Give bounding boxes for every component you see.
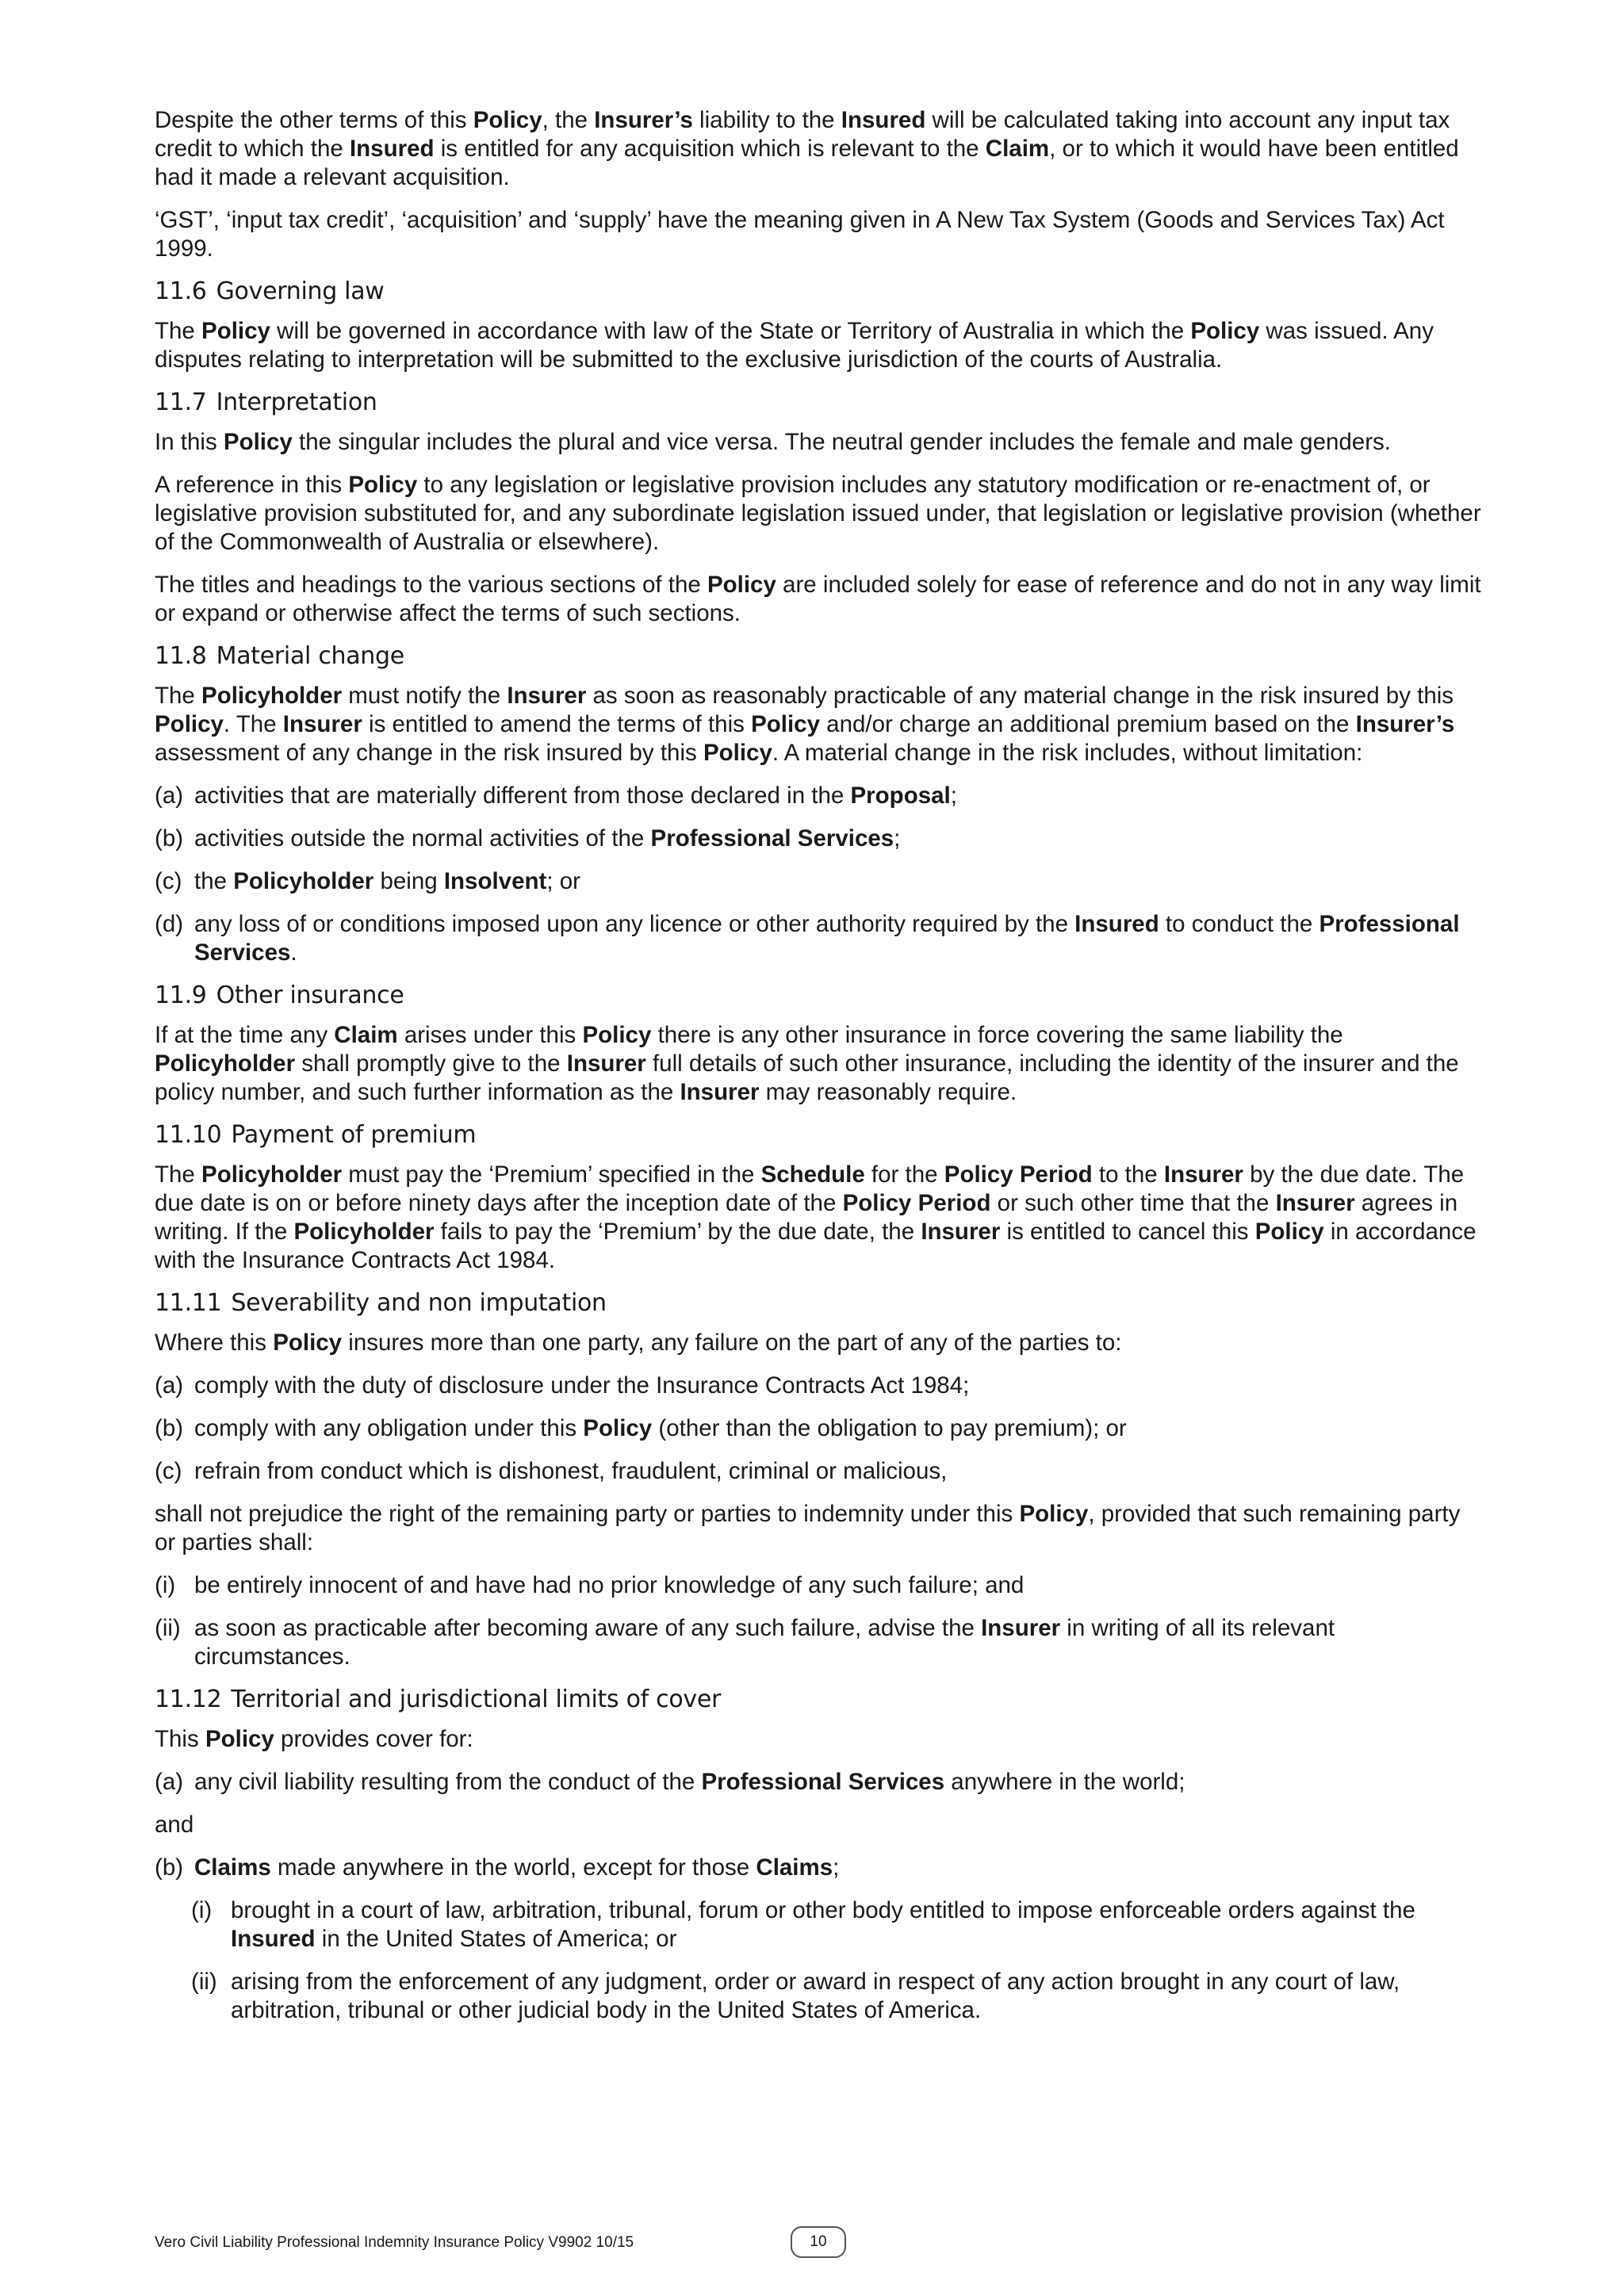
text-run: as soon as practicable after becoming aware of any such failure, advise the bbox=[194, 1615, 982, 1641]
section-heading-11-10 bbox=[155, 1121, 1487, 1150]
section-heading-11-11 bbox=[155, 1289, 1487, 1318]
list-label: (d) bbox=[155, 911, 184, 937]
section-heading-11-7 bbox=[155, 388, 1487, 417]
text-run: If at the time any bbox=[155, 1022, 335, 1048]
list-text bbox=[194, 1615, 1335, 1670]
list-item bbox=[155, 867, 1487, 896]
defined-term: Insured bbox=[231, 1926, 316, 1952]
text-run: for the bbox=[864, 1161, 944, 1188]
text-run: In this bbox=[155, 429, 224, 455]
text-run: . bbox=[290, 939, 297, 966]
defined-term: Policy bbox=[273, 1330, 343, 1356]
text-run: ; or bbox=[546, 868, 580, 894]
defined-term: Insurer bbox=[282, 711, 362, 737]
defined-term: Policy bbox=[205, 1726, 274, 1752]
text-run: activities outside the normal activities of the bbox=[194, 825, 651, 851]
list-label: (c) bbox=[155, 1458, 182, 1484]
paragraph bbox=[155, 1725, 1487, 1754]
paragraph-and: and bbox=[155, 1812, 194, 1838]
list-label: (i) bbox=[191, 1897, 213, 1923]
defined-term: Proposal bbox=[850, 783, 951, 809]
list-item bbox=[155, 1372, 1487, 1400]
list-text bbox=[194, 1372, 969, 1399]
defined-term: Insured bbox=[349, 136, 435, 162]
text-run: made anywhere in the world, except for those bbox=[270, 1854, 756, 1881]
defined-term: Policy bbox=[155, 711, 224, 737]
text-run: The bbox=[155, 1161, 202, 1188]
list-label: (i) bbox=[155, 1572, 176, 1598]
list-text bbox=[194, 825, 900, 851]
list-label: (a) bbox=[155, 783, 184, 809]
text-run: shall not prejudice the right of the remaining party or parties to indemnity under this bbox=[155, 1501, 1020, 1527]
section-number: 11.7 bbox=[155, 388, 207, 416]
section-title: Severability and non imputation bbox=[231, 1289, 607, 1317]
section-heading-11-6 bbox=[155, 277, 1487, 306]
text-run: as soon as reasonably practicable of any material change in the risk insured by this bbox=[586, 683, 1454, 709]
section-title: Material change bbox=[216, 642, 404, 670]
list-item bbox=[155, 1768, 1487, 1797]
defined-term: Insurer bbox=[981, 1615, 1061, 1641]
list-item bbox=[155, 1414, 1487, 1443]
paragraph bbox=[155, 428, 1487, 457]
list-label: (b) bbox=[155, 1854, 184, 1881]
text-run: refrain from conduct which is dishonest, fraudulent, criminal or malicious, bbox=[194, 1458, 948, 1484]
list-label: (a) bbox=[155, 1372, 184, 1399]
list-text bbox=[194, 1458, 947, 1484]
list-text bbox=[194, 1572, 1024, 1598]
text-run: to the bbox=[1092, 1161, 1164, 1188]
text-run: activities that are materially different from those declared in the bbox=[194, 783, 851, 809]
defined-term: Schedule bbox=[760, 1161, 865, 1188]
text-run: in writing of all its relevant circumstances. bbox=[194, 1615, 1335, 1670]
defined-term: Policyholder bbox=[201, 1161, 343, 1188]
defined-term: Policy bbox=[348, 472, 418, 498]
list-label: (a) bbox=[155, 1769, 184, 1795]
text-run: comply with any obligation under this bbox=[194, 1415, 584, 1441]
defined-term: Insurer bbox=[566, 1050, 646, 1077]
text-run: Where this bbox=[155, 1330, 274, 1356]
list-item bbox=[155, 1457, 1487, 1486]
text-run: comply with the duty of disclosure under the Insurance Contracts Act 1984; bbox=[194, 1372, 970, 1399]
paragraph bbox=[155, 571, 1487, 628]
text-run: must notify the bbox=[342, 683, 508, 709]
text-run: are included solely for ease of reference and do not in any way limit or expand or otherwise affect the terms of such sections. bbox=[155, 572, 1481, 626]
list-item bbox=[155, 825, 1487, 853]
text-run: The bbox=[155, 318, 202, 344]
text-run: any loss of or conditions imposed upon any licence or other authority required by the bbox=[194, 911, 1075, 937]
text-run: shall promptly give to the bbox=[295, 1050, 567, 1077]
defined-term: Insolvent bbox=[443, 868, 547, 894]
section-number: 11.12 bbox=[155, 1686, 222, 1713]
text-run: Despite the other terms of this bbox=[155, 107, 473, 133]
defined-term: Policy bbox=[707, 572, 776, 598]
text-run: in accordance with the Insurance Contracts Act 1984. bbox=[155, 1219, 1477, 1273]
defined-term: Insurer’s bbox=[1355, 711, 1455, 737]
text-run: This bbox=[155, 1726, 205, 1752]
section-heading-11-9 bbox=[155, 982, 1487, 1010]
sub-list-item bbox=[191, 1896, 1487, 1954]
text-run: to conduct the bbox=[1159, 911, 1320, 937]
text-run: The titles and headings to the various sections of the bbox=[155, 572, 707, 598]
page-number: 10 bbox=[791, 2226, 846, 2258]
text-run: the bbox=[194, 868, 234, 894]
text-run: arising from the enforcement of any judgment, order or award in respect of any action brought in any court of law, arbitration, tribunal or other judicial body in the United States of America. bbox=[231, 1969, 1400, 2023]
list-item bbox=[155, 1614, 1487, 1671]
text-run: and/or charge an additional premium based on the bbox=[819, 711, 1356, 737]
page-footer bbox=[155, 2226, 1487, 2258]
list-item bbox=[155, 1571, 1487, 1600]
text-run: anywhere in the world; bbox=[944, 1769, 1185, 1795]
text-run: ; bbox=[833, 1854, 840, 1881]
text-run: any civil liability resulting from the conduct of the bbox=[194, 1769, 702, 1795]
section-heading-11-8 bbox=[155, 642, 1487, 671]
text-run: assessment of any change in the risk insured by this bbox=[155, 740, 703, 766]
defined-term: Professional Services bbox=[701, 1769, 945, 1795]
list-item bbox=[155, 910, 1487, 967]
list-label: (ii) bbox=[191, 1969, 217, 1995]
text-run: be entirely innocent of and have had no prior knowledge of any such failure; and bbox=[194, 1572, 1025, 1598]
section-title: Governing law bbox=[216, 277, 385, 305]
text-run: ; bbox=[894, 825, 901, 851]
defined-term: Insurer bbox=[921, 1219, 1001, 1245]
defined-term: Insurer bbox=[1163, 1161, 1243, 1188]
text-run: was issued. Any disputes relating to interpretation will be submitted to the exclusive jurisdiction of the courts of Australia. bbox=[155, 318, 1434, 373]
text-run: , provided that such remaining party or parties shall: bbox=[155, 1501, 1461, 1556]
defined-term: Insurer bbox=[680, 1079, 760, 1105]
defined-term: Policy bbox=[1254, 1219, 1324, 1245]
defined-term: Policyholder bbox=[233, 868, 374, 894]
footer-text: Vero Civil Liability Professional Indemnity Insurance Policy V9902 10/15 bbox=[155, 2234, 634, 2251]
paragraph bbox=[155, 317, 1487, 374]
defined-term: Claims bbox=[756, 1854, 833, 1881]
list-item bbox=[155, 1854, 1487, 1882]
paragraph bbox=[155, 1161, 1487, 1275]
paragraph bbox=[155, 106, 1487, 192]
list-label: (b) bbox=[155, 825, 184, 851]
section-number: 11.9 bbox=[155, 982, 207, 1009]
section-number: 11.8 bbox=[155, 642, 207, 670]
defined-term: Insurer bbox=[1275, 1190, 1355, 1216]
defined-term: Professional Services bbox=[650, 825, 894, 851]
paragraph bbox=[155, 1021, 1487, 1107]
text-run: , or to which it would have been entitled had it made a relevant acquisition. bbox=[155, 136, 1459, 190]
defined-term: Insured bbox=[1074, 911, 1159, 937]
list-text bbox=[194, 1769, 1185, 1795]
section-title: Interpretation bbox=[216, 388, 377, 416]
defined-term: Professional Services bbox=[194, 911, 1460, 966]
defined-term: Policy bbox=[223, 429, 293, 455]
defined-term: Policy bbox=[201, 318, 270, 344]
text-run: by the due date. The due date is on or before ninety days after the inception date of the bbox=[155, 1161, 1465, 1216]
text-run: there is any other insurance in force covering the same liability the bbox=[651, 1022, 1343, 1048]
text-run: ‘GST’, ‘input tax credit’, ‘acquisition’ and ‘supply’ have the meaning given in A New Tax System (Goods and Services Tax) Act 1999. bbox=[155, 207, 1445, 262]
defined-term: Insurer’s bbox=[594, 107, 693, 133]
paragraph bbox=[155, 682, 1487, 767]
text-run: is entitled to cancel this bbox=[1000, 1219, 1255, 1245]
list-text bbox=[194, 1854, 839, 1881]
list-item bbox=[155, 782, 1487, 810]
text-run: will be calculated taking into account any input tax credit to which the bbox=[155, 107, 1450, 162]
document-page bbox=[155, 106, 1487, 2039]
text-run: in the United States of America; or bbox=[315, 1926, 677, 1952]
text-run: A reference in this bbox=[155, 472, 349, 498]
text-run: being bbox=[373, 868, 444, 894]
text-run: brought in a court of law, arbitration, tribunal, forum or other body entitled to impose enforceable orders against the bbox=[231, 1897, 1415, 1923]
text-run: full details of such other insurance, including the identity of the insurer and the policy number, and such further information as the bbox=[155, 1050, 1459, 1105]
text-run: arises under this bbox=[397, 1022, 583, 1048]
section-title: Territorial and jurisdictional limits of cover bbox=[231, 1686, 722, 1713]
defined-term: Policy bbox=[1019, 1501, 1089, 1527]
list-text bbox=[194, 868, 580, 894]
list-text bbox=[231, 1969, 1400, 2023]
paragraph bbox=[155, 1329, 1487, 1357]
paragraph bbox=[155, 1500, 1487, 1557]
section-title: Other insurance bbox=[216, 982, 404, 1009]
text-run: insures more than one party, any failure on the part of any of the parties to: bbox=[342, 1330, 1122, 1356]
text-run: or such other time that the bbox=[990, 1190, 1276, 1216]
list-label: (c) bbox=[155, 868, 182, 894]
paragraph bbox=[155, 471, 1487, 557]
text-run: agrees in writing. If the bbox=[155, 1190, 1458, 1245]
defined-term: Policy bbox=[582, 1022, 652, 1048]
defined-term: Policy bbox=[1190, 318, 1260, 344]
section-number: 11.6 bbox=[155, 277, 207, 305]
section-title: Payment of premium bbox=[231, 1121, 477, 1149]
text-run: (other than the obligation to pay premium); or bbox=[652, 1415, 1127, 1441]
text-run: must pay the ‘Premium’ specified in the bbox=[342, 1161, 761, 1188]
defined-term: Policy bbox=[751, 711, 820, 737]
list-label: (b) bbox=[155, 1415, 184, 1441]
text-run: , the bbox=[542, 107, 595, 133]
list-text bbox=[194, 1415, 1127, 1441]
defined-term: Insurer bbox=[507, 683, 587, 709]
text-run: . The bbox=[223, 711, 283, 737]
text-run: is entitled for any acquisition which is relevant to the bbox=[434, 136, 986, 162]
text-run: to any legislation or legislative provision includes any statutory modification or re-enactment of, or legislative provision substituted for, and any subordinate legislation issued under, that legislation or legislative provision (whether of the Commonwealth of Australia or elsewhere). bbox=[155, 472, 1481, 555]
section-heading-11-12 bbox=[155, 1686, 1487, 1714]
defined-term: Policy Period bbox=[842, 1190, 991, 1216]
text-run: fails to pay the ‘Premium’ by the due date, the bbox=[434, 1219, 921, 1245]
section-number: 11.10 bbox=[155, 1121, 222, 1149]
text-run: liability to the bbox=[692, 107, 841, 133]
text-run: will be governed in accordance with law of the State or Territory of Australia in which the bbox=[270, 318, 1191, 344]
text-run: provides cover for: bbox=[274, 1726, 473, 1752]
defined-term: Policyholder bbox=[155, 1050, 296, 1077]
list-label: (ii) bbox=[155, 1615, 181, 1641]
defined-term: Policy bbox=[473, 107, 542, 133]
sub-list-item bbox=[191, 1968, 1487, 2025]
text-run: is entitled to amend the terms of this bbox=[362, 711, 752, 737]
text-run: ; bbox=[950, 783, 957, 809]
defined-term: Claims bbox=[194, 1854, 271, 1881]
defined-term: Claim bbox=[985, 136, 1050, 162]
section-number: 11.11 bbox=[155, 1289, 222, 1317]
defined-term: Policy bbox=[583, 1415, 653, 1441]
paragraph bbox=[155, 206, 1487, 263]
list-text bbox=[231, 1897, 1415, 1952]
defined-term: Policyholder bbox=[201, 683, 343, 709]
text-run: . A material change in the risk includes, without limitation: bbox=[772, 740, 1363, 766]
defined-term: Claim bbox=[334, 1022, 398, 1048]
list-text bbox=[194, 911, 1460, 966]
text-run: The bbox=[155, 683, 202, 709]
defined-term: Insured bbox=[841, 107, 926, 133]
text-run: the singular includes the plural and vice versa. The neutral gender includes the female and male genders. bbox=[292, 429, 1391, 455]
text-run: may reasonably require. bbox=[759, 1079, 1017, 1105]
list-text bbox=[194, 783, 957, 809]
defined-term: Policy Period bbox=[944, 1161, 1093, 1188]
defined-term: Policyholder bbox=[293, 1219, 435, 1245]
defined-term: Policy bbox=[703, 740, 772, 766]
